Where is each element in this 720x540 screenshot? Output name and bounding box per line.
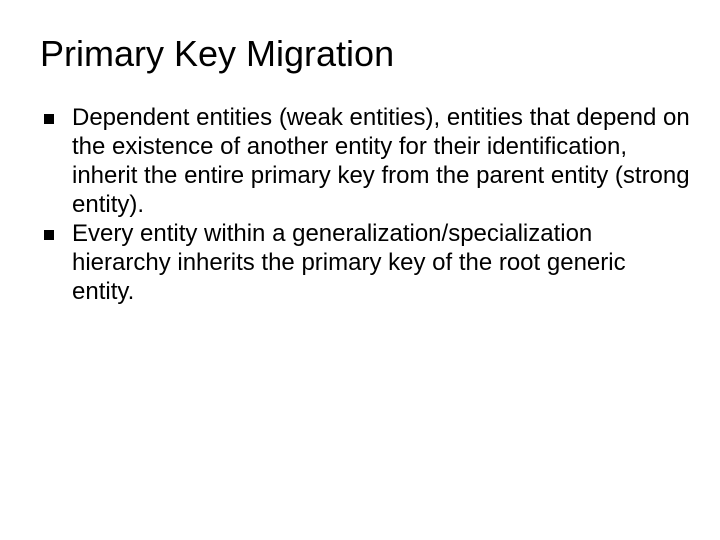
bullet-item	[40, 219, 690, 306]
bullet-list	[40, 103, 690, 306]
bullet-text: Dependent entities (weak entities), entities that depend on the existence of another entity for their identification, inherit the entire primary key from the parent entity (strong entity).	[72, 104, 690, 218]
bullet-item	[40, 103, 690, 219]
slide-title: Primary Key Migration	[40, 33, 395, 74]
square-bullet-icon	[44, 114, 54, 124]
square-bullet-icon	[44, 230, 54, 240]
bullet-text: Every entity within a generalization/specialization hierarchy inherits the primary key of the root generic entity.	[72, 220, 626, 305]
